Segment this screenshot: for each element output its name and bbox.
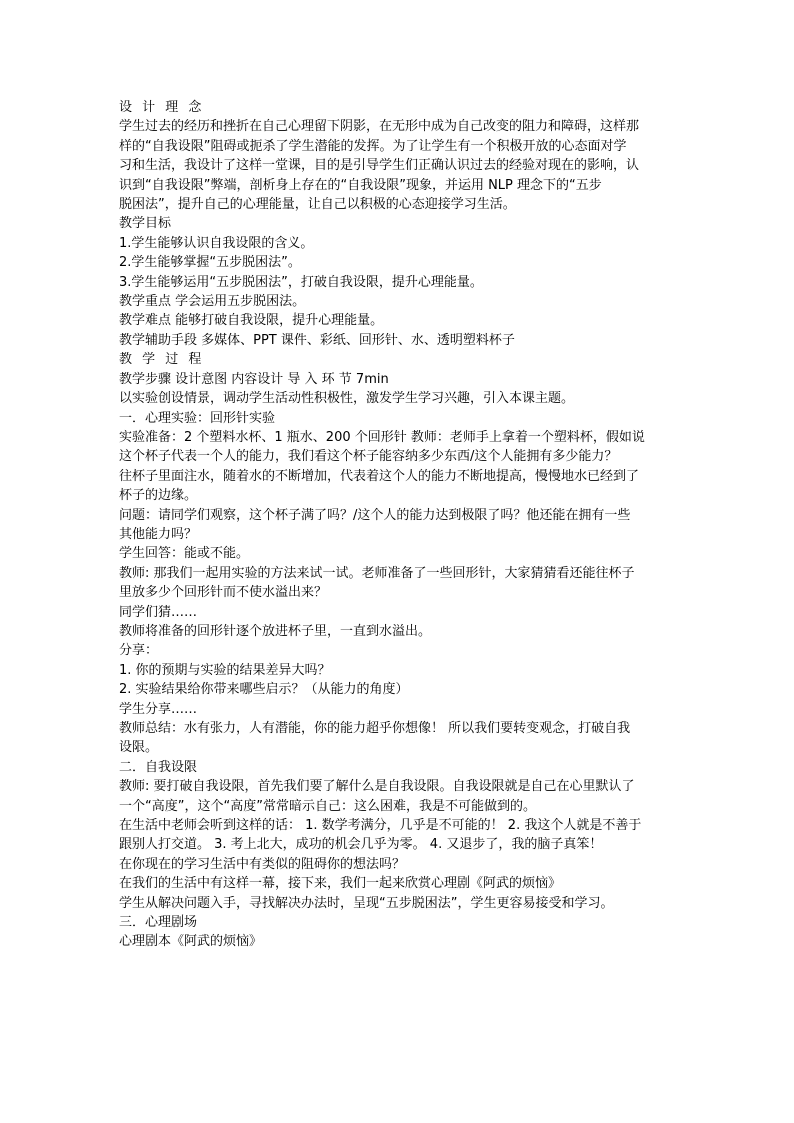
text-line: 问题：请同学们观察，这个杯子满了吗？/这个人的能力达到极限了吗？他还能在拥有一些 [119, 507, 631, 523]
text-line: 以实验创设情景，调动学生活动性积极性，激发学生学习兴趣，引入本课主题。 [119, 391, 575, 407]
text-line: 杯子的边缘。 [119, 488, 198, 504]
text-line: 识到“自我设限”弊端，剖析身上存在的“自我设限”现象，并运用 NLP 理念下的“五步 [119, 177, 602, 193]
text-line: 里放多少个回形针而不使水溢出来？ [119, 585, 328, 601]
text-line: 学生从解决问题入手，寻找解决办法时，呈现“五步脱困法”，学生更容易接受和学习。 [119, 895, 614, 911]
document-page [119, 98, 685, 952]
text-line: 在生活中老师会听到这样的话： 1. 数学考满分，几乎是不可能的！ 2. 我这个人就是不善于 [119, 818, 642, 834]
text-line: 一个“高度”，这个“高度”常常暗示自己：这么困难，我是不可能做到的。 [119, 798, 536, 814]
teaching-key-point: 教学重点 学会运用五步脱困法。 [119, 294, 306, 310]
goal-item: 3.学生能够运用“五步脱困法”，打破自我设限，提升心理能量。 [119, 274, 483, 290]
text-line: 在我们的生活中有这样一幕，接下来，我们一起来欣赏心理剧《阿武的烦恼》 [119, 876, 562, 892]
share-item: 2. 实验结果给你带来哪些启示？（从能力的角度） [119, 682, 409, 698]
text-line: 教师: 那我们一起用实验的方法来试一试。老师准备了一些回形针，大家猜猜看还能往杯子 [119, 565, 635, 581]
section-heading-experiment: 一．心理实验：回形针实验 [119, 410, 276, 426]
text-line: 实验准备：2 个塑料水杯、1 瓶水、200 个回形针 教师：老师手上拿着一个塑料杯，假如说 [119, 429, 645, 445]
text-line: 心理剧本《阿武的烦恼》 [119, 934, 263, 950]
text-line: 脱困法”，提升自己的心理能量，让自己以积极的心态迎接学习生活。 [119, 197, 516, 213]
text-line: 往杯子里面注水，随着水的不断增加，代表着这个人的能力不断地提高，慢慢地水已经到了 [119, 468, 640, 484]
heading-teaching-goals: 教学目标 [119, 216, 172, 232]
text-line: 样的“自我设限”阻碍或扼杀了学生潜能的发挥。为了让学生有一个积极开放的心态面对学 [119, 138, 627, 154]
section-heading-psychodrama: 三．心理剧场 [119, 915, 198, 931]
process-header: 教学步骤 设计意图 内容设计 导 入 环 节 7min [119, 371, 389, 387]
text-line: 教师将准备的回形针逐个放进杯子里，一直到水溢出。 [119, 623, 432, 639]
share-item: 1. 你的预期与实验的结果差异大吗？ [119, 662, 331, 678]
goal-item: 2.学生能够掌握“五步脱困法”。 [119, 255, 301, 271]
text-line: 习和生活，我设计了这样一堂课，目的是引导学生们正确认识过去的经验对现在的影响，认 [119, 158, 640, 174]
text-line: 分享： [119, 643, 159, 659]
text-line: 学生分享…… [119, 701, 198, 717]
text-line: 教师总结：水有张力，人有潜能，你的能力超乎你想像！ 所以我们要转变观念，打破自我 [119, 721, 631, 736]
text-line: 教师: 要打破自我设限，首先我们要了解什么是自我设限。自我设限就是自己在心里默认了 [119, 779, 635, 795]
section-heading-self-limit: 二．自我设限 [119, 759, 198, 775]
text-line: 学生过去的经历和挫折在自己心理留下阴影，在无形中成为自己改变的阻力和障碍，这样那 [119, 119, 640, 135]
goal-item: 1.学生能够认识自我设限的含义。 [119, 235, 314, 251]
text-line: 设限。 [119, 740, 159, 756]
text-line: 其他能力吗？ [119, 526, 198, 542]
text-line: 这个杯子代表一个人的能力，我们看这个杯子能容纳多少东西/这个人能拥有多少能力？ [119, 449, 618, 465]
text-line: 跟别人打交道。 3. 考上北大，成功的机会几乎为零。 4. 又退步了，我的脑子真笨！ [119, 837, 603, 853]
heading-teaching-process: 教 学 过 程 [119, 352, 205, 368]
heading-design-concept: 设 计 理 念 [119, 100, 205, 115]
text-line: 同学们猜…… [119, 604, 198, 620]
teaching-aids: 教学辅助手段 多媒体、PPT 课件、彩纸、回形针、水、透明塑料杯子 [119, 332, 515, 348]
text-line: 在你现在的学习生活中有类似的阻碍你的想法吗？ [119, 856, 406, 872]
text-line: 学生回答：能或不能。 [119, 546, 250, 562]
teaching-difficulty: 教学难点 能够打破自我设限，提升心理能量。 [119, 313, 384, 329]
